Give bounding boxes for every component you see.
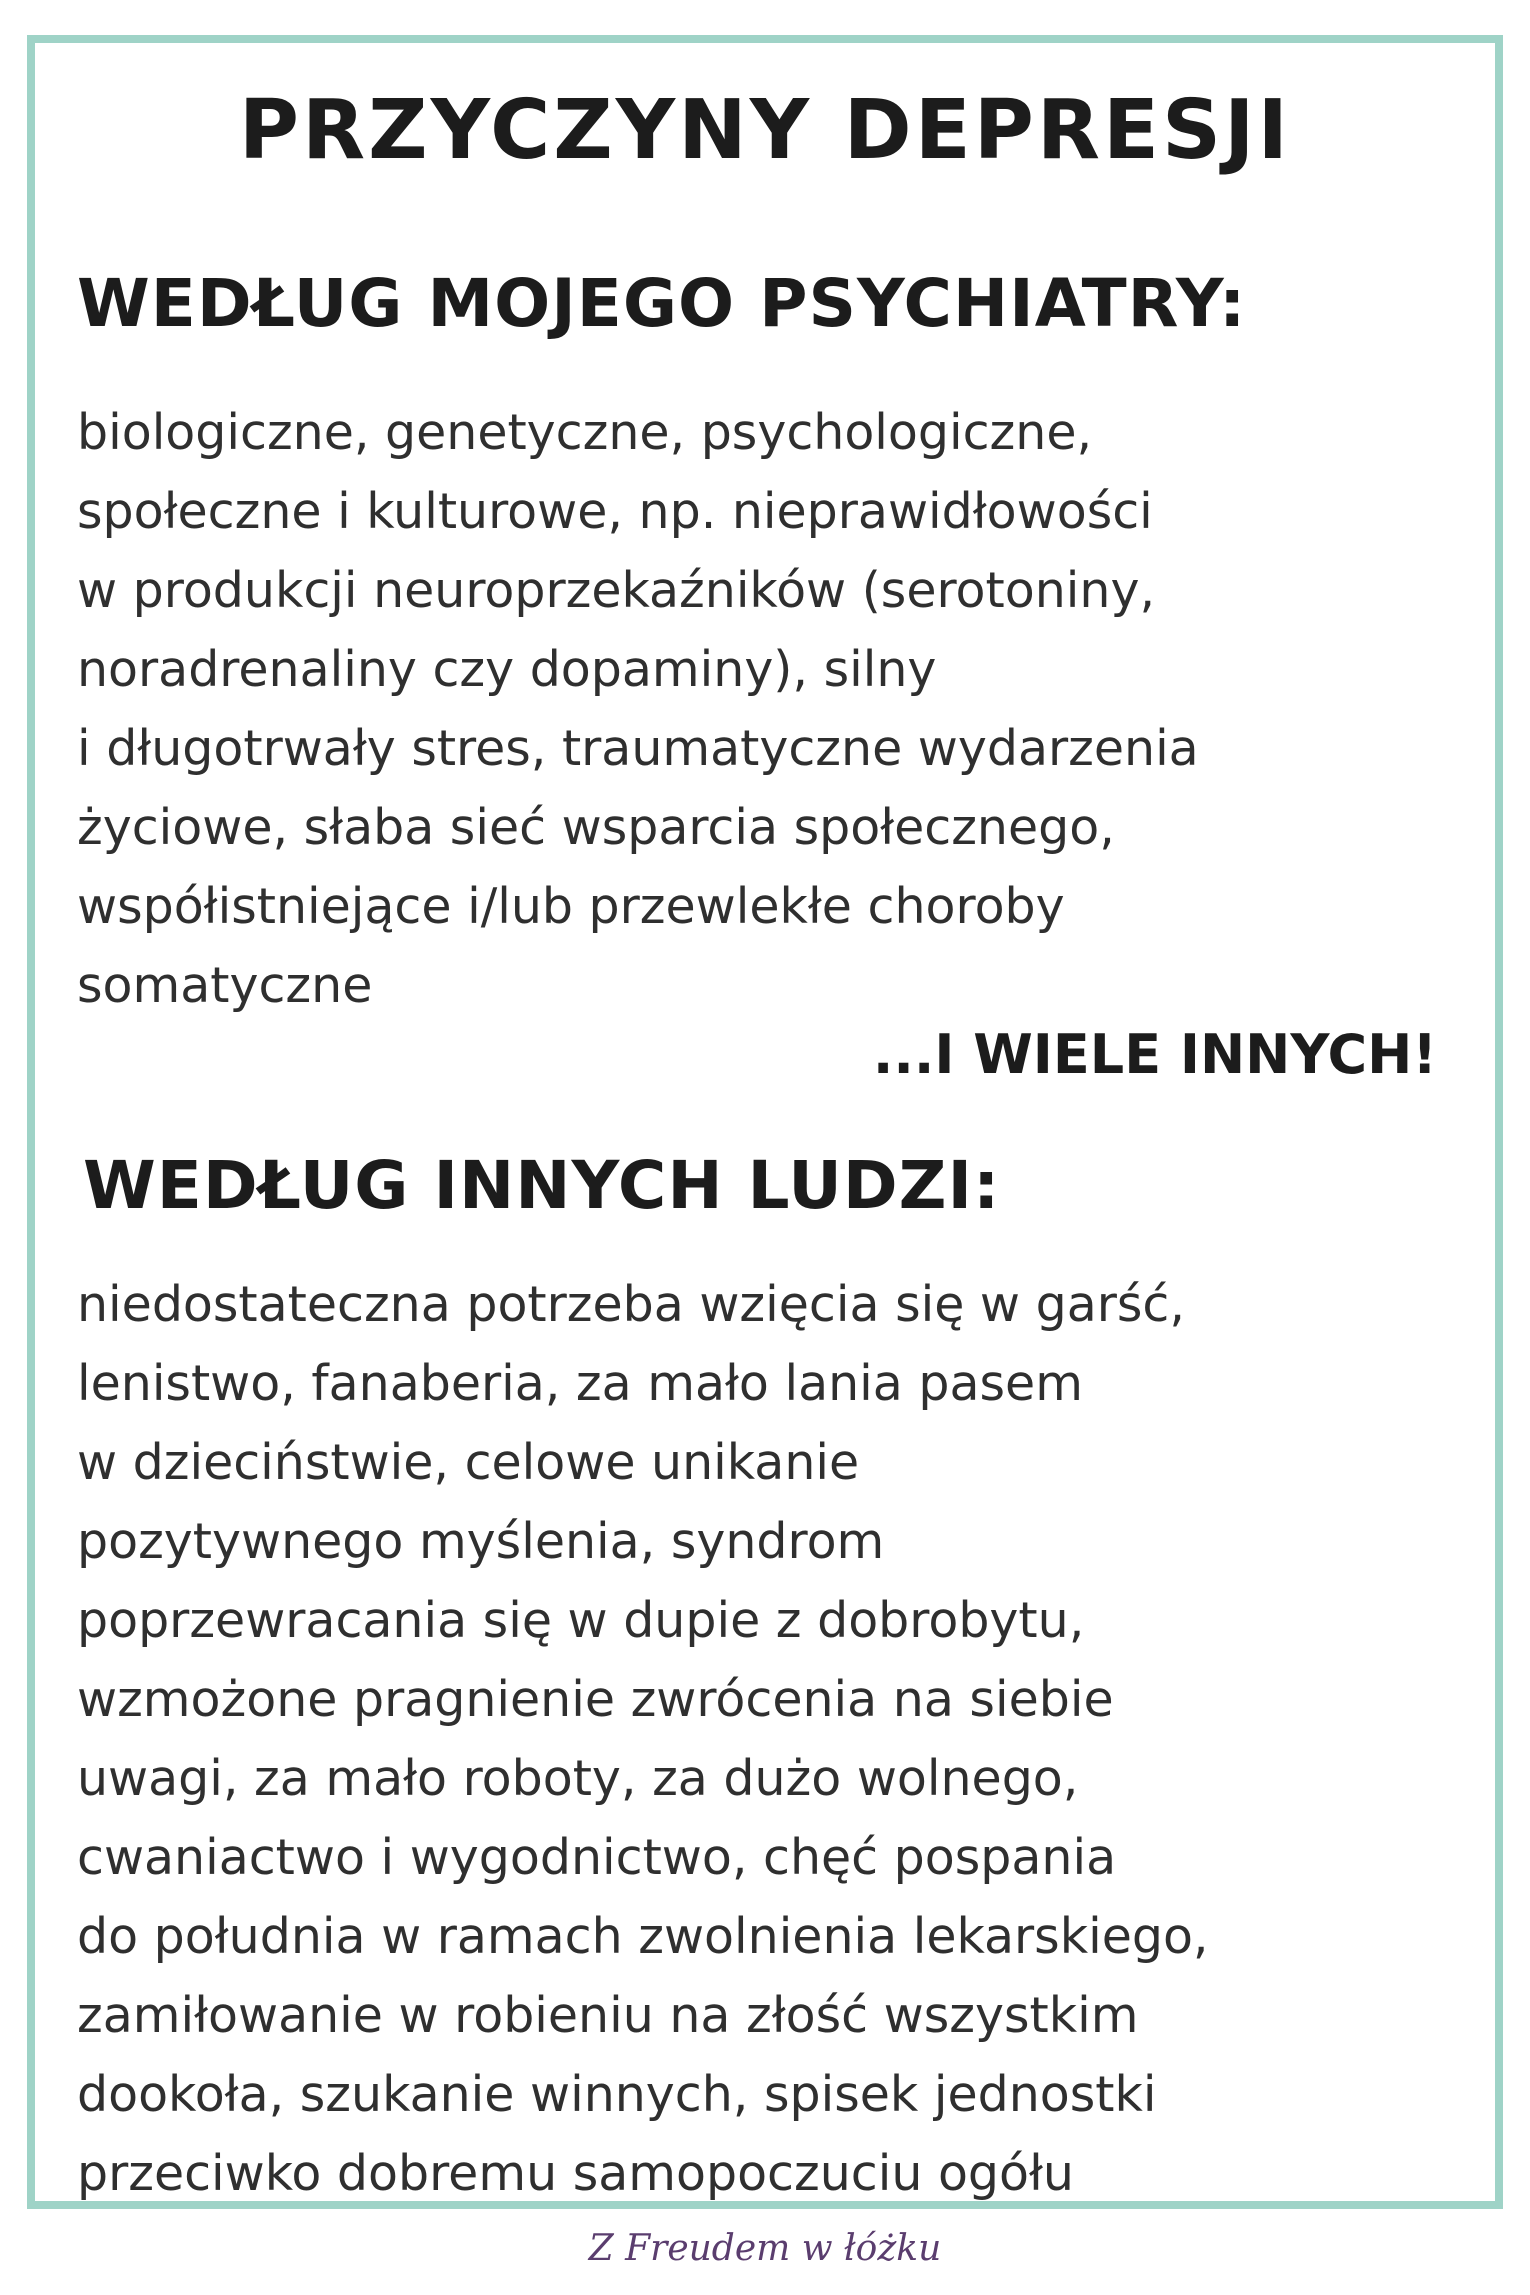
others-cause-line: niedostateczna potrzeba wzięcia się w garść, bbox=[77, 1276, 1185, 1333]
others-cause-line: w dzieciństwie, celowe unikanie bbox=[77, 1434, 860, 1491]
psychiatrist-cause-line: biologiczne, genetyczne, psychologiczne, bbox=[77, 404, 1093, 461]
psychiatrist-heading: WEDŁUG MOJEGO PSYCHIATRY: bbox=[77, 265, 1247, 342]
others-causes-list bbox=[77, 1265, 1209, 2213]
others-cause-line: dookoła, szukanie winnych, spisek jednostki bbox=[77, 2066, 1157, 2123]
others-cause-line: zamiłowanie w robieniu na złość wszystkim bbox=[77, 1987, 1139, 2044]
psychiatrist-cause-line: somatyczne bbox=[77, 957, 373, 1014]
others-cause-line: uwagi, za mało roboty, za dużo wolnego, bbox=[77, 1750, 1079, 1807]
author-signature: Z Freudem w łóżku bbox=[588, 2228, 942, 2269]
others-cause-line: wzmożone pragnienie zwrócenia na siebie bbox=[77, 1671, 1114, 1728]
psychiatrist-cause-line: noradrenaliny czy dopaminy), silny bbox=[77, 641, 937, 698]
others-heading: WEDŁUG INNYCH LUDZI: bbox=[83, 1147, 1001, 1224]
psychiatrist-cause-line: i długotrwały stres, traumatyczne wydarzenia bbox=[77, 720, 1199, 777]
poster-title: PRZYCZYNY DEPRESJI bbox=[238, 83, 1292, 178]
others-cause-line: lenistwo, fanaberia, za mało lania pasem bbox=[77, 1355, 1083, 1412]
psychiatrist-cause-line: współistniejące i/lub przewlekłe choroby bbox=[77, 878, 1065, 935]
others-cause-line: pozytywnego myślenia, syndrom bbox=[77, 1513, 885, 1570]
others-cause-line: do południa w ramach zwolnienia lekarskiego, bbox=[77, 1908, 1209, 1965]
others-cause-line: poprzewracania się w dupie z dobrobytu, bbox=[77, 1592, 1085, 1649]
psychiatrist-cause-line: w produkcji neuroprzekaźników (serotoniny, bbox=[77, 562, 1156, 619]
psychiatrist-causes-list bbox=[77, 393, 1199, 1025]
and-many-more-note: ...I WIELE INNYCH! bbox=[872, 1023, 1437, 1086]
psychiatrist-cause-line: społeczne i kulturowe, np. nieprawidłowości bbox=[77, 483, 1153, 540]
others-cause-line: przeciwko dobremu samopoczuciu ogółu bbox=[77, 2145, 1074, 2202]
psychiatrist-cause-line: życiowe, słaba sieć wsparcia społecznego, bbox=[77, 799, 1115, 856]
others-cause-line: cwaniactwo i wygodnictwo, chęć pospania bbox=[77, 1829, 1117, 1886]
poster-frame bbox=[27, 35, 1503, 2209]
